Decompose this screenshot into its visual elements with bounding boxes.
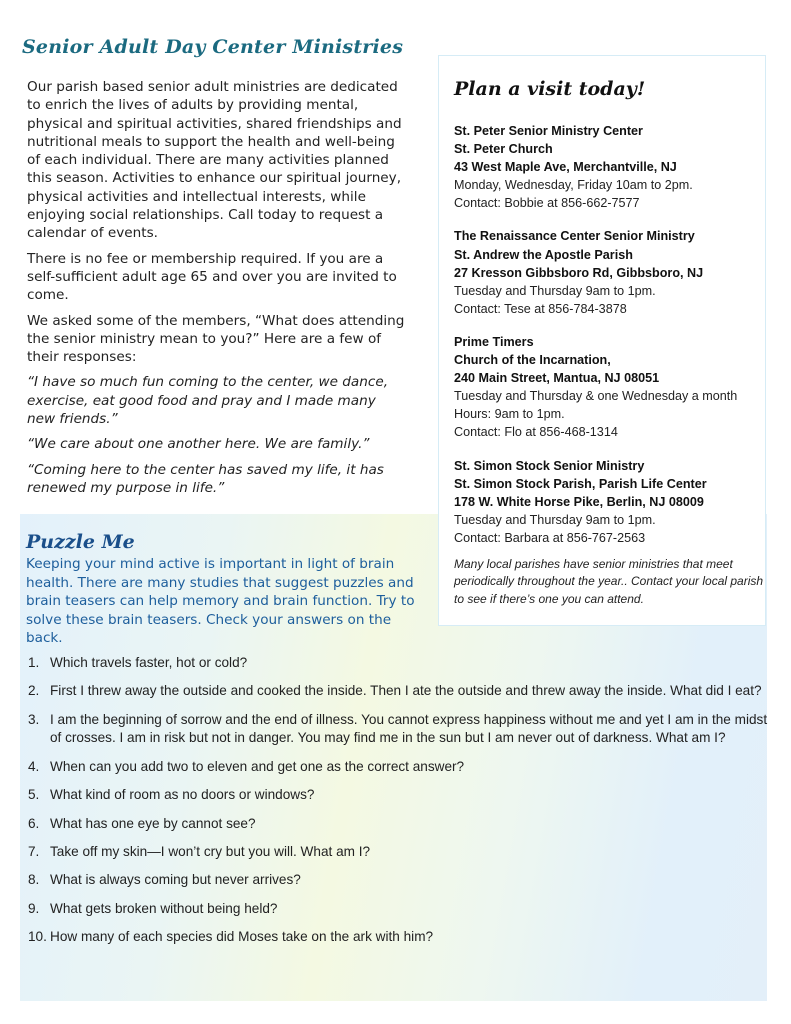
puzzle-header xyxy=(26,531,426,648)
location-item xyxy=(454,457,764,547)
intro-paragraph: Our parish based senior adult ministries are dedicated to enrich the lives of adults by providing mental, physical and spiritual activities, shared friendships and nutritional meals to support the health and well-being of each individual. There are many activities planned this season. Activities to enhance our spiritual journey, physical activities and intellectual interests, while enjoying social relationships. Call today to request a calendar of events. xyxy=(27,79,402,242)
location-item xyxy=(454,122,764,212)
question-list xyxy=(28,654,768,957)
location-schedule: Tuesday and Thursday 9am to 1pm. xyxy=(454,512,656,527)
question-text: What is always coming but never arrives? xyxy=(50,872,301,888)
question-item xyxy=(28,928,768,947)
question-number: 2. xyxy=(28,683,40,699)
question-text: Which travels faster, hot or cold? xyxy=(50,655,248,670)
location-church: St. Peter Church xyxy=(454,142,553,157)
location-hours: Hours: 9am to 1pm. xyxy=(454,407,565,422)
question-item xyxy=(28,900,768,919)
question-item xyxy=(28,815,768,834)
question-number: 8. xyxy=(28,872,40,888)
question-number: 3. xyxy=(28,711,40,727)
location-name: St. Peter Senior Ministry Center xyxy=(454,124,643,138)
location-church: St. Andrew the Apostle Parish xyxy=(454,247,633,262)
location-item xyxy=(454,333,764,442)
question-number: 4. xyxy=(28,758,40,774)
location-address: 27 Kresson Gibbsboro Rd, Gibbsboro, NJ xyxy=(454,265,704,280)
location-contact: Contact: Bobbie at 856-662-7577 xyxy=(454,196,640,211)
question-text: What kind of room as no doors or windows? xyxy=(50,787,315,803)
member-quote: “I have so much fun coming to the center, we dance, exercise, eat good food and pray and I made many new friends.” xyxy=(27,374,389,428)
question-item xyxy=(28,843,768,862)
question-number: 5. xyxy=(28,787,40,803)
question-text: What gets broken without being held? xyxy=(50,900,278,916)
question-text: Take off my skin—I won’t cry but you will. What am I? xyxy=(50,843,371,859)
location-contact: Contact: Barbara at 856-767-2563 xyxy=(454,530,646,545)
location-item xyxy=(454,227,764,317)
location-name: The Renaissance Center Senior Ministry xyxy=(454,229,695,244)
location-address: 240 Main Street, Mantua, NJ 08051 xyxy=(454,371,660,386)
location-address: 178 W. White Horse Pike, Berlin, NJ 08009 xyxy=(454,494,704,509)
intro-section xyxy=(27,78,407,504)
member-quote: “We care about one another here. We are family.” xyxy=(27,436,370,453)
question-number: 6. xyxy=(28,815,40,831)
puzzle-description: Keeping your mind active is important in light of brain health. There are many studies that suggest puzzles and brain teasers can help memory and brain function. Try to solve these brain teasers. Check your answers on the back. xyxy=(26,556,415,647)
location-contact: Contact: Tese at 856-784-3878 xyxy=(454,301,627,316)
location-contact: Contact: Flo at 856-468-1314 xyxy=(454,425,618,440)
location-church: Church of the Incarnation, xyxy=(454,353,611,368)
location-schedule: Tuesday and Thursday & one Wednesday a month xyxy=(454,389,738,404)
question-text: I am the beginning of sorrow and the end of illness. You cannot express happiness without me and yet I am in the midst of crosses. I am in risk but not in danger. You may find me in the sun but I am never out of darkness. What am I? xyxy=(50,711,768,746)
question-text: How many of each species did Moses take on the ark with him? xyxy=(50,929,434,945)
question-text: When can you add two to eleven and get one as the correct answer? xyxy=(50,758,465,774)
question-number: 10. xyxy=(28,929,47,945)
location-schedule: Monday, Wednesday, Friday 10am to 2pm. xyxy=(454,178,693,193)
location-schedule: Tuesday and Thursday 9am to 1pm. xyxy=(454,283,656,298)
question-item xyxy=(28,654,768,673)
location-name: Prime Timers xyxy=(454,334,534,349)
question-text: What has one eye by cannot see? xyxy=(50,815,256,831)
question-item xyxy=(28,711,768,748)
question-text: First I threw away the outside and cooked the inside. Then I ate the outside and threw away the inside. What did I eat? xyxy=(50,683,762,699)
intro-paragraph: There is no fee or membership required. If you are a self-sufficient adult age 65 and over you are invited to come. xyxy=(27,250,397,304)
location-address: 43 West Maple Ave, Merchantville, NJ xyxy=(454,160,677,175)
location-church: St. Simon Stock Parish, Parish Life Center xyxy=(454,476,707,491)
page-title: Senior Adult Day Center Ministries xyxy=(22,36,404,58)
question-item xyxy=(28,871,768,890)
question-item xyxy=(28,682,768,701)
puzzle-title: Puzzle Me xyxy=(26,531,135,553)
member-quote: “Coming here to the center has saved my life, it has renewed my purpose in life.” xyxy=(27,461,384,496)
question-number: 9. xyxy=(28,900,40,916)
location-name: St. Simon Stock Senior Ministry xyxy=(454,458,645,473)
question-number: 1. xyxy=(28,655,40,670)
intro-paragraph: We asked some of the members, “What does attending the senior ministry mean to you?” Here are a few of their responses: xyxy=(27,312,405,366)
visit-note: Many local parishes have senior ministries that meet periodically throughout the year.. Contact your local parish to see if there’s one you can attend. xyxy=(454,556,764,606)
question-number: 7. xyxy=(28,843,40,859)
visit-locations xyxy=(454,122,764,608)
question-item xyxy=(28,786,768,805)
question-item xyxy=(28,758,768,777)
visit-title: Plan a visit today! xyxy=(454,78,646,100)
